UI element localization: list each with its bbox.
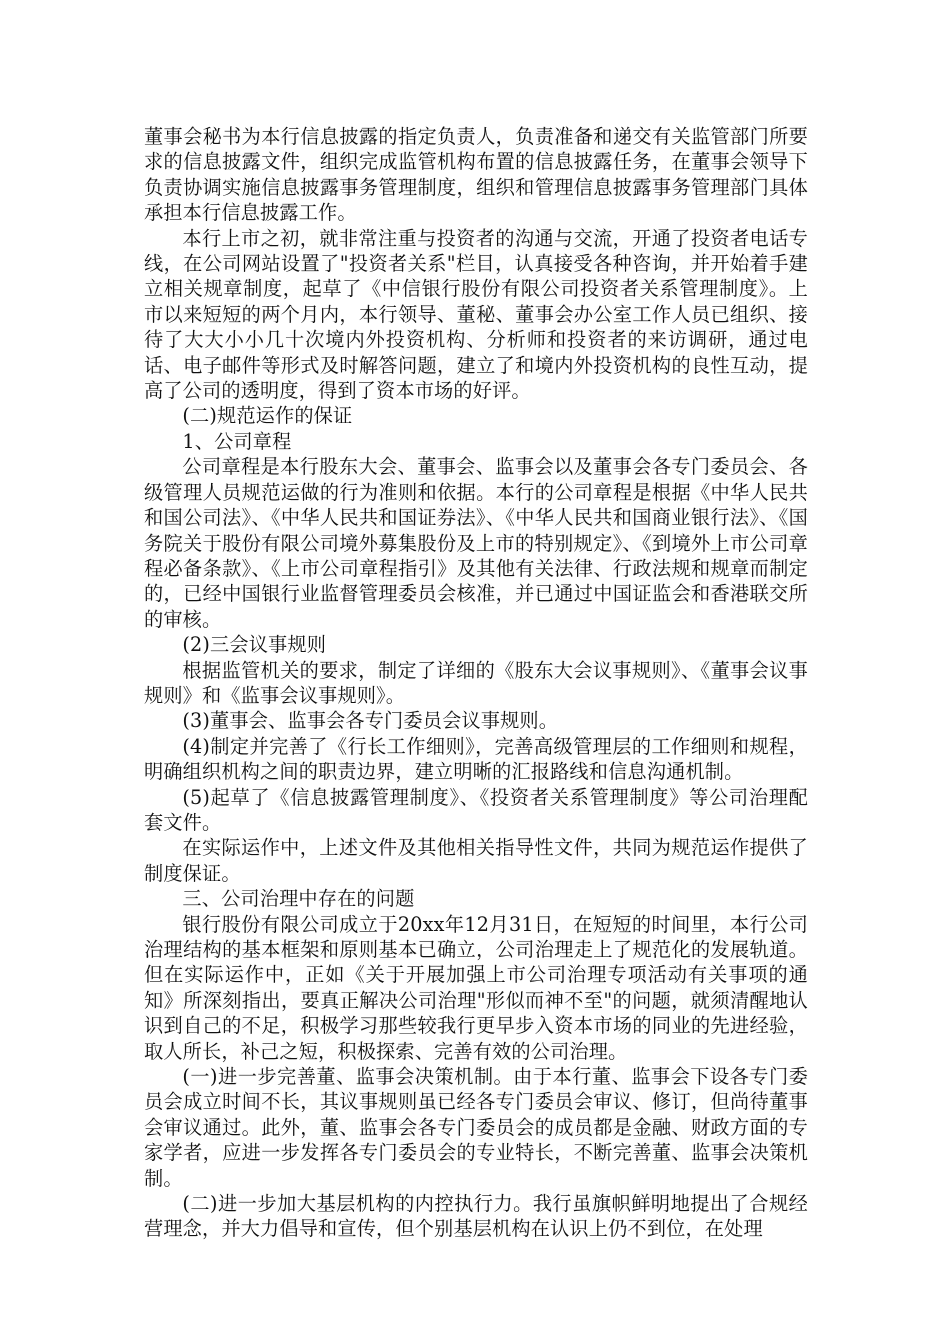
- paragraph-president-rules: (4)制定并完善了《行长工作细则》，完善高级管理层的工作细则和规程，明确组织机构之间的职责边界，建立明晰的汇报路线和信息沟通机制。: [144, 734, 808, 784]
- paragraph-internal-control: (二)进一步加大基层机构的内控执行力。我行虽旗帜鲜明地提出了合规经营理念，并大力倡导和宣传，但个别基层机构在认识上仍不到位，在处理: [144, 1192, 808, 1241]
- paragraph-governance-overview: 银行股份有限公司成立于20xx年12月31日，在短短的时间里，本行公司治理结构的基本框架和原则基本已确立，公司治理走上了规范化的发展轨道。但在实际运作中，正如《关于开展加强上市公司治理专项活动有关事项的通知》所深刻指出，要真正解决公司治理"形似而神不至"的问题，就须清醒地认识到自己的不足，积极学习那些较我行更早步入资本市场的同业的先进经验，取人所长，补己之短，积极探索、完善有效的公司治理。: [144, 912, 808, 1063]
- paragraph-board-decision: (一)进一步完善董、监事会决策机制。由于本行董、监事会下设各专门委员会成立时间不长，其议事规则虽已经各专门委员会审议、修订，但尚待董事会审议通过。此外，董、监事会各专门委员会的成员都是金融、财政方面的专家学者，应进一步发挥各专门委员会的专业特长，不断完善董、监事会决策机制。: [144, 1065, 808, 1190]
- paragraph-committee-rules: (3)董事会、监事会各专门委员会议事规则。: [182, 709, 559, 733]
- paragraph-institutional-guarantee: 在实际运作中，上述文件及其他相关指导性文件，共同为规范运作提供了制度保证。: [144, 836, 808, 885]
- document-body: [144, 124, 808, 1242]
- subheading-meeting-rules: (2)三会议事规则: [182, 633, 327, 657]
- paragraph-supporting-documents: (5)起草了《信息披露管理制度》、《投资者关系管理制度》等公司治理配套文件。: [144, 785, 808, 834]
- paragraph-articles: 公司章程是本行股东大会、董事会、监事会以及董事会各专门委员会、各级管理人员规范运做的行为准则和依据。本行的公司章程是根据《中华人民共和国公司法》、《中华人民共和国证券法》、《中华人民共和国商业银行法》、《国务院关于股份有限公司境外募集股份及上市的特别规定》、《到境外上市公司章程必备条款》、《上市公司章程指引》及其他有关法律、行政法规和规章而制定的，已经中国银行业监督管理委员会核准，并已通过中国证监会和香港联交所的审核。: [144, 455, 808, 631]
- section-heading-regulated-operation: (二)规范运作的保证: [182, 404, 353, 428]
- section-heading-problems: 三、公司治理中存在的问题: [182, 887, 415, 911]
- paragraph-meeting-rules: 根据监管机关的要求，制定了详细的《股东大会议事规则》、《董事会议事规则》和《监事会议事规则》。: [144, 658, 808, 707]
- subheading-articles: 1、公司章程: [182, 429, 292, 453]
- paragraph-info-disclosure: 董事会秘书为本行信息披露的指定负责人，负责准备和递交有关监管部门所要求的信息披露文件，组织完成监管机构布置的信息披露任务，在董事会领导下负责协调实施信息披露事务管理制度，组织和管理信息披露事务管理部门具体承担本行信息披露工作。: [144, 125, 808, 225]
- paragraph-investor-relations: 本行上市之初，就非常注重与投资者的沟通与交流，开通了投资者电话专线，在公司网站设置了"投资者关系"栏目，认真接受各种咨询，并开始着手建立相关规章制度，起草了《中信银行股份有限公司投资者关系管理制度》。上市以来短短的两个月内，本行领导、董秘、董事会办公室工作人员已组织、接待了大大小小几十次境内外投资机构、分析师和投资者的来访调研，通过电话、电子邮件等形式及时解答问题，建立了和境内外投资机构的良性互动，提高了公司的透明度，得到了资本市场的好评。: [144, 226, 808, 403]
